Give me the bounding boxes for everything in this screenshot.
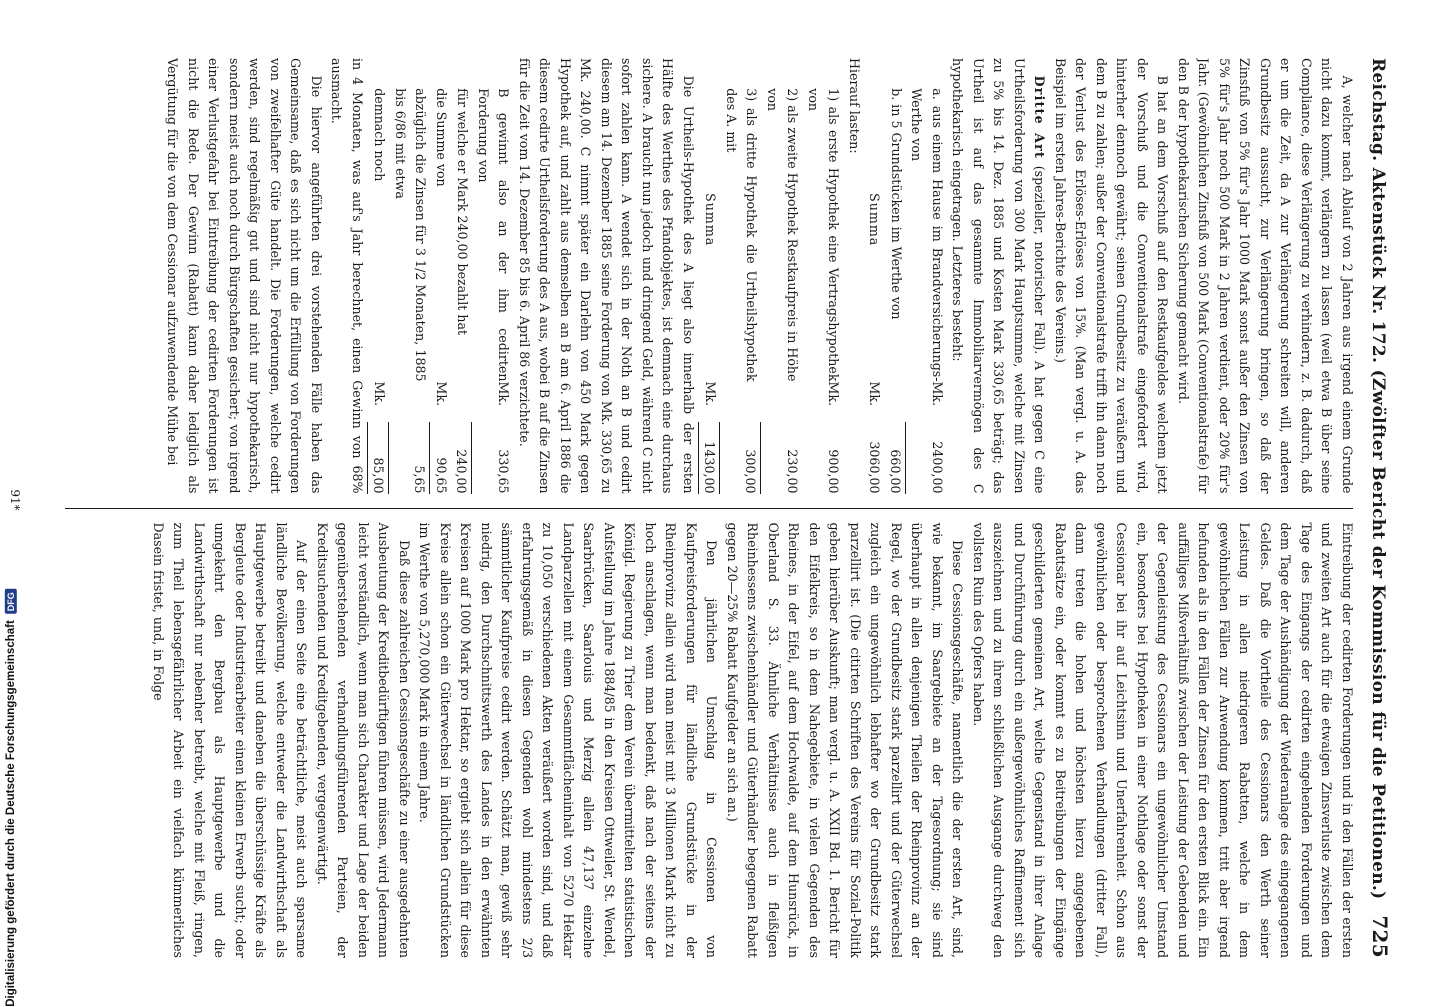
- header-title: Reichstag. Aktenstück Nr. 172. (Zwölfter Bericht der Kommission für die Petitionen.): [1368, 58, 1388, 900]
- text-columns: [65, 58, 1357, 958]
- amount-row: 3) als dritte Hypothek die Urtheilshypothek des A. mit 300,00: [721, 58, 762, 494]
- paragraph: A, welcher nach Ablauf von 2 Jahren aus irgend einem Grunde nicht dazu kommt, verlängern zu lassen (weil etwa B über seine Compliance, diese Verlängerung zu verhindern, z. B. dadurch, daß er um die Zeit, da A zur Verlängerung schreiten will, anderen Grundbesitz aussucht, zur Verlängerung bringen, so daß der Zinsfuß von 5% für's Jahr 1000 Mark sonst außer den Zinsen von 5% für's Jahr noch 500 Mark in 2 Jahren verdient, oder 20% für's Jahr. (Gewöhnlichen Zinsfuß von 500 Mark (Conventionalstrafe) für den B der hypothekarischen Sicherung gemacht wird.: [1176, 58, 1355, 494]
- banner-text: Digitalisierung gefördert durch die Deutsche Forschungsgemeinschaft: [5, 620, 17, 1007]
- paragraph: Daß diese zahlreichen Cessionsgeschäfte zu einer ausgedehnten Ausbeutung der Kreditbedürftigen führen müssen, wird Jedermann leicht verständlich, wenn man sich Charakter und Lage der beiden gegenüberstehenden verhandlungsführenden Parteien, der Kreditsuchenden und Kreditgebenden, vergegenwärtigt.: [315, 522, 412, 958]
- sum-row: Summa Mk. 1430,00: [698, 58, 721, 494]
- signature-mark: 91*: [8, 489, 22, 511]
- amount-row: 1) als erste Hypothek eine Vertragshypothek von Mk. 900,00: [806, 88, 842, 494]
- paragraph: Die Urtheils-Hypothek des A liegt also innerhalb der ersten Hälfte des Werthes des Pfandobjektes, ist demnach eine durchaus sichere. A braucht nun jedoch und dringend Geld, während C nicht sofort zahlen kann. A wendet sich in der Noth an B und cedirt diesem am 14. Dezember 1885 seine Forderung von Mk. 330,65 zu Mk. 240,00. C nimmt später ein Darlehn von 450 Mark gegen Hypothek auf, und zahlt aus demselben an B am 6. April 1886 die diesem cedirte Urtheilsforderung des A aus, wobei B auf die Zinsen für die Zeit vom 14. Dezember 85 bis 6. April 86 verzichtete.: [517, 58, 696, 494]
- sum-row: Summa Mk. 3060,00: [867, 193, 883, 494]
- amount-row: 2) als zweite Hypothek Restkaufpreis in Höhe von 230,00: [765, 88, 801, 494]
- paragraph: Den jährlichen Umschlag in Cessionen von Kaufpreisforderungen für ländliche Grundstücke in der Rheinprovinz allein wird man meist mit 3 Millionen Mark nicht zu hoch anschlagen, wenn man bedenkt, daß nach der seitens der Königl. Regierung zu Trier dem Verein übermittelten statistischen Aufstellung im Jahre 1884/85 in den Kreisen Ottweiler, St. Wendel, Saarbrücken, Saarlouis und Merzig allein 47,137 einzelne Landparzellen mit einem Gesammtflächeninhalt von 5270 Hektar zu 10,050 verschiedenen Akten veräußert worden sind, und daß erfahrungsgemäß in diesen Gegenden wohl mindestens 2/3 sämmtlicher Kaufpreise cedirt werden. Schätzt man, gewiß sehr niedrig, den Durchschnittswerth des Landes in den erwähnten Kreisen auf 1000 Mark pro Hektar, so ergiebt sich allein für diese Kreise allein schon ein Güterwechsel in ländlichen Grundstücken im Werthe von 5,270,000 Mark in einem Jahre.: [417, 522, 720, 958]
- paragraph: Diese Cessionsgeschäfte, namentlich die der ersten Art, sind, wie bekannt, im Saargebiete an der Tagesordnung; sie sind überhaupt in allen denjenigen Theilen der Rheinprovinz an der Regel, wo der Grundbesitz stark parzellirt und der Güterwechsel zugleich ein ungewöhnlich lebhafter wo der Grundbesitz stark parzellirt ist. (Die citirten Schriften des Vereins für Sozial-Politik geben hierüber Auskunft; man vergl. u. A. XXII Bd. 1. Bericht für den Eifelkreis, so in dem Nahegebiete, in vielen Gegenden des Rheines, in der Eifel, auf dem Hochwalde, auf dem Hunsrück, in Oberland S. 33. Ähnliche Verhältnisse auch in fleißigen Rheinhessens zwischenhändler und Güterhändler begegnen Rabatt gegen 20—25% Rabatt Kaufgelder an sich an.): [725, 522, 966, 958]
- paragraph: Die hiervor angeführten drei vorstehenden Fälle haben das Gemeinsame, daß es sich nicht um die Erfüllung von Forderungen von zweifelhafter Güte handelt. Die Forderungen, welche cedirt werden, sind regelmäßig gut und sind nicht nur hypothekarisch, sondern meist auch noch durch Bürgschaften gesichert; von irgend einer Verlustgefahr bei Eintreibung der cedirten Forderungen ist nicht die Rede. Der Gewinn (Rabatt) kann daher lediglich als Vergütung für die von dem Cessionar aufzuwendende Mühe bei: [165, 58, 324, 494]
- paragraph: Hierauf lasten:: [847, 58, 862, 154]
- amount-row: b. in 5 Grundstücken im Werthe von 660,00: [885, 58, 907, 494]
- paragraph: Auf der einen Seite eine beträchtliche, meist auch sparsame ländliche Bevölkerung, welche entweder die Landwirthschaft als Hauptgewerbe betreibt und daneben die überschüssige Kräfte als Bergleute oder Industriearbeiter einen kleinen Erwerb sucht; oder umgekehrt den Bergbau als Hauptgewerbe und die Landwirthschaft nur nebenher betreibt, welche mit Fleiß, ringen, zum Theil lebensgefährlicher Arbeit ein vielfach kümmerliches Dasein fristet, und, in Folge: [151, 522, 310, 958]
- amount-row: B gewinnt also an der ihm cedirten Forderung von Mk. 330,65: [476, 88, 512, 494]
- paragraph: Eintreibung der cedirten Forderungen und in den Fällen der ersten und zweiten Art auch für die etwaigen Zinsverluste zwischen dem Tage des Eingangs der cedirten eingehenden Forderungen und dem Tage der Aushändigung der Wiederanlage des eingegangenen Geldes. Daß die Vortheile des Cessionars den Werth seiner Leistung in allen niedrigeren Rabatten, welche in dem gewöhnlichen Fällen zur Anwendung kommen, tritt aber irgend hefunden als in den Fällen der Zinsen für den ersten Blick ein. Ein auffälliges Mißverhältniß zwischen der Leistung der Gebenden und der Gegenleistung des Cessionars ein ungewöhnlicher Umstand ein, besonders bei Hypotheken in einer Nothlage oder sonst der Cessionar bei ihr auf Leichtsinn und Unerfahrenheit. Schon aus gewöhnlichen oder besprochenen Verhandlungen (dritter Fall), dann treten die hohen und höchsten hierzu angegebenen Rabattsätze ein, oder kommt es zu Beitreibungen der Eingänge geschilderten gemeinen Art, welche Gegenstand in ihrer Anlage und Durchführung durch ein außergewöhnliches Raffinement sich auszeichnen und zu ihrem schließlichen Ausgange durchweg den vollsten Ruin des Opfers haben.: [971, 522, 1355, 958]
- left-column: [65, 58, 1357, 508]
- section-title: Dritte Art: [1032, 75, 1048, 159]
- paragraph: in 4 Monaten, was auf's Jahr berechnet, einen Gewinn von 68% ausmacht.: [329, 58, 365, 494]
- page-number: 725: [1368, 915, 1392, 958]
- amount-row: a. aus einem Hause im Brandversicherungs-Werthe von Mk. 2400,00: [909, 88, 945, 494]
- amount-row: für welche er Mark 240,00 bezahlt hat 240,00: [451, 58, 473, 494]
- digitisation-banner: [0, 592, 22, 1007]
- paragraph: Dritte Art (spezieller, notorischer Fall). A hat gegen C eine Urtheilsforderung von 300 Mark Hauptsumme, welche mit Zinsen zu 5% bis 14. Dez. 1885 und Kosten Mark 330,65 beträgt; das Urtheil ist auf das gesammte Immobiliarvermögen des C hypothekarisch eingetragen. Letzteres besteht:: [950, 58, 1048, 494]
- running-head: [1363, 58, 1392, 958]
- paragraph: B hat an dem Vorschuß auf den Restkaufgeldes welchem jetzt der Vorschuß und die Conventionalstrafe eingefordert wird, hinterher dennoch gewährt; seinen Grundbesitz zu veräußern und dem B zu zahlen; außer der Conventionalstrafe trifft ihn dann noch der Verlust des Erlöses-Erlöses von 15%. (Man vergl. u. A. das Beispiel im ersten Jahres-Berichte des Vereins.): [1053, 58, 1171, 494]
- amount-row: die Summe von Mk. 90,65: [434, 88, 449, 494]
- right-column: [65, 509, 1357, 959]
- amount-row: demnach noch Mk. 85,00: [367, 58, 390, 494]
- dfg-logo-icon: DFG: [5, 589, 17, 614]
- amount-row: abzüglich die Zinsen für 3 1/2 Monaten, 1885 bis 6/86 mit etwa 5,65: [390, 58, 431, 494]
